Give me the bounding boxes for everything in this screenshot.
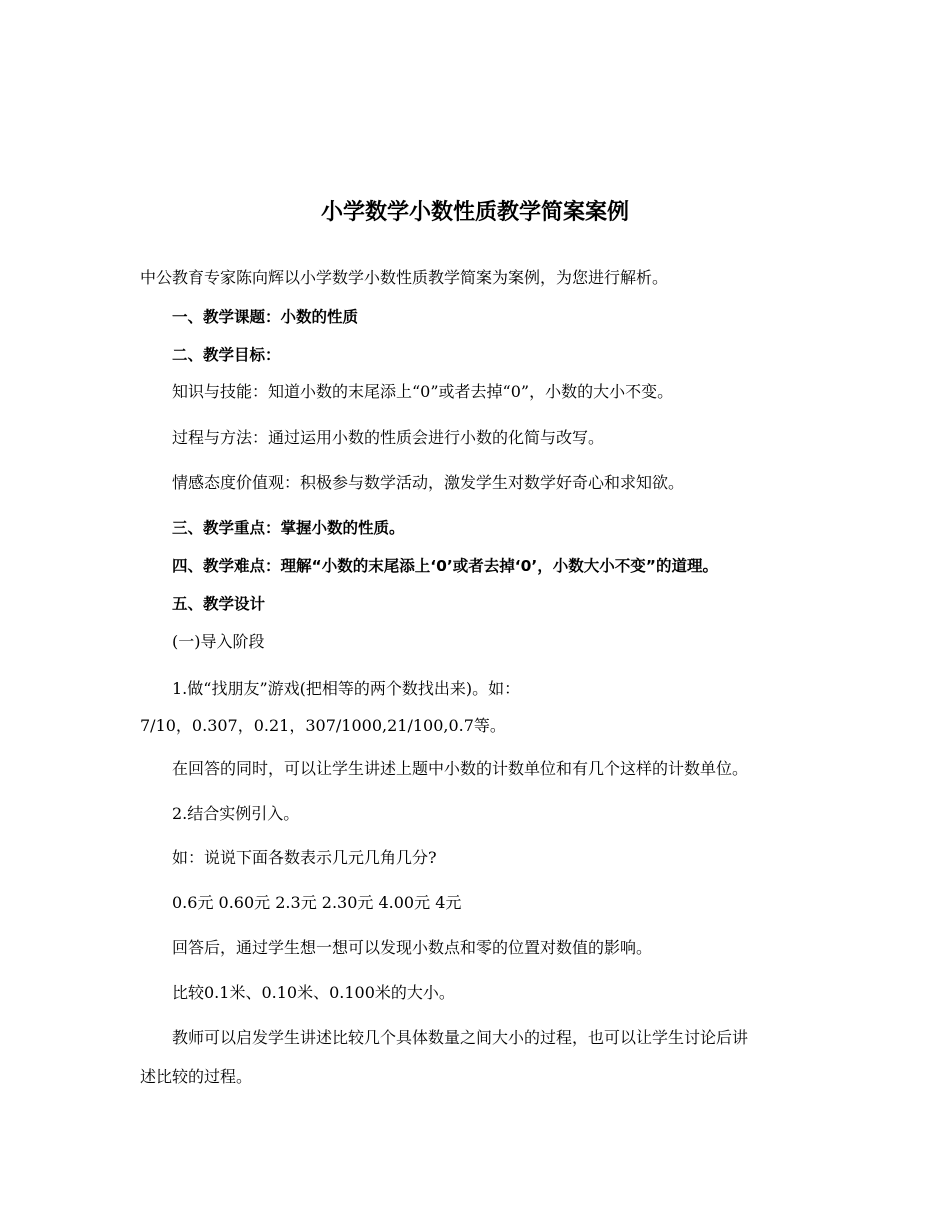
- goal-knowledge: 知识与技能：知道小数的末尾添上“0”或者去掉“0”，小数的大小不变。: [172, 382, 674, 401]
- intro-paragraph: 中公教育专家陈向辉以小学数学小数性质教学简案为案例，为您进行解析。: [140, 268, 669, 287]
- section-heading-difficulty: 四、教学难点：理解“小数的末尾添上‘0’或者去掉‘0’，小数大小不变”的道理。: [172, 557, 718, 575]
- step2-question: 如：说说下面各数表示几元几角几分?: [172, 848, 437, 867]
- section-heading-topic: 一、教学课题：小数的性质: [172, 308, 359, 326]
- step2-discovery: 回答后，通过学生想一想可以发现小数点和零的位置对数值的影响。: [172, 938, 653, 957]
- step2-money-values: 0.6元 0.60元 2.3元 2.30元 4.00元 4元: [172, 893, 462, 912]
- stage-introduction: (一)导入阶段: [172, 632, 265, 651]
- step1-game: 1.做“找朋友”游戏(把相等的两个数找出来)。如：: [172, 679, 521, 698]
- step2-example-intro: 2.结合实例引入。: [172, 804, 300, 823]
- section-heading-design: 五、教学设计: [172, 595, 266, 613]
- goal-process: 过程与方法：通过运用小数的性质会进行小数的化简与改写。: [172, 428, 605, 447]
- section-heading-key-point: 三、教学重点：掌握小数的性质。: [172, 519, 405, 537]
- step2-compare: 比较0.1米、0.10米、0.100米的大小。: [172, 983, 455, 1002]
- goal-emotion: 情感态度价值观：积极参与数学活动，激发学生对数学好奇心和求知欲。: [172, 473, 685, 492]
- step1-numbers: 7/10，0.307，0.21，307/1000,21/100,0.7等。: [140, 716, 506, 735]
- section-heading-goals: 二、教学目标：: [172, 346, 281, 364]
- step1-answer-note: 在回答的同时，可以让学生讲述上题中小数的计数单位和有几个这样的计数单位。: [172, 759, 749, 778]
- step2-teacher-note-line1: 教师可以启发学生讲述比较几个具体数量之间大小的过程，也可以让学生讨论后讲: [172, 1028, 749, 1047]
- document-title: 小学数学小数性质教学简案案例: [320, 200, 629, 225]
- step2-teacher-note-line2: 述比较的过程。: [140, 1067, 253, 1086]
